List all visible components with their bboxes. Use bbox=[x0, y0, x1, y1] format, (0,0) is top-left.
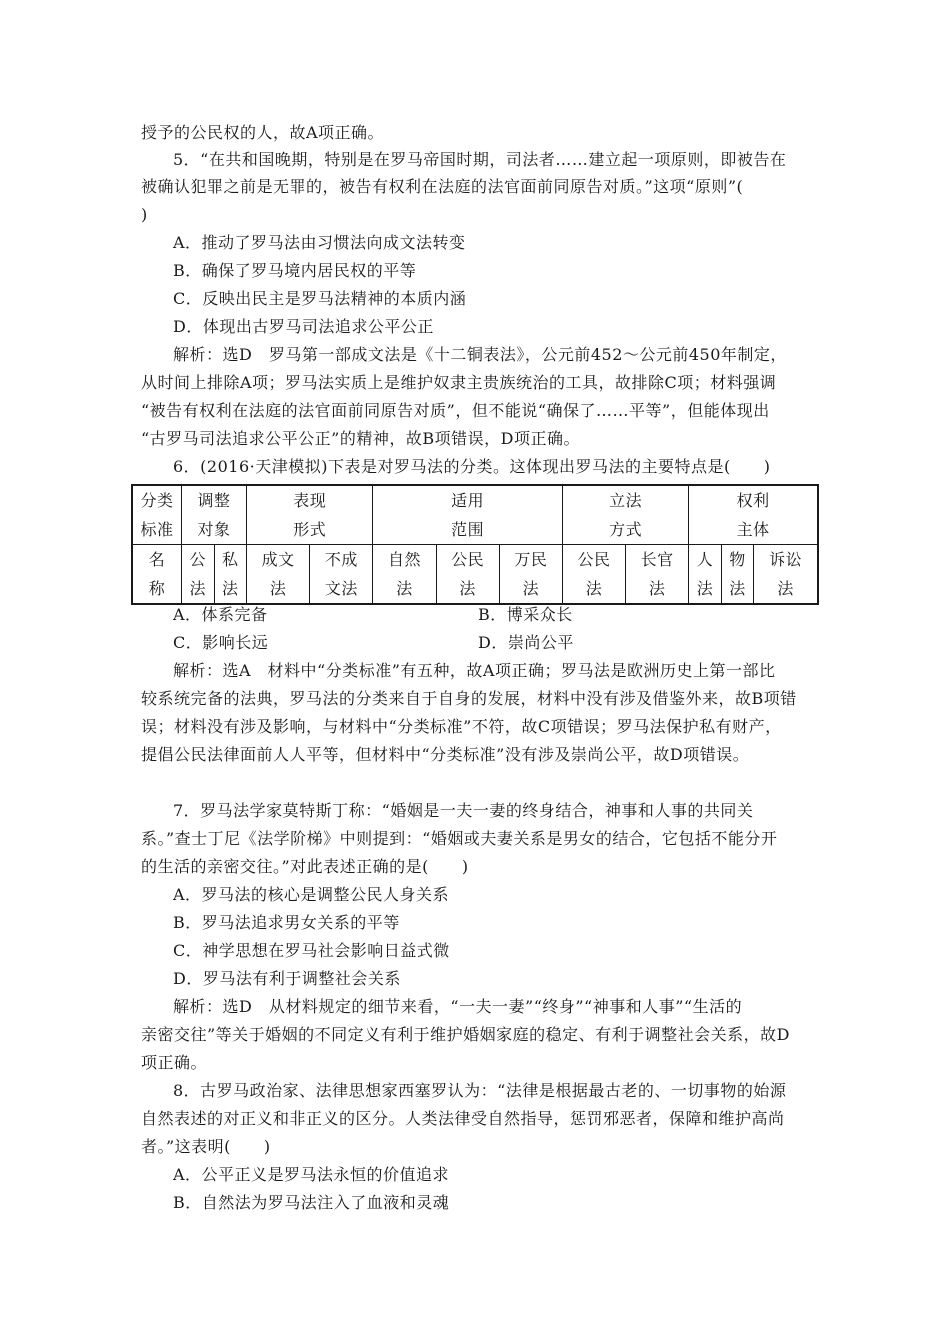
table-name-row bbox=[132, 545, 818, 605]
table-cell: 公民 法 bbox=[562, 545, 625, 605]
table-header-cell: 适用 范围 bbox=[373, 485, 563, 545]
option-b: B．罗马法追求男女关系的平等 bbox=[173, 913, 400, 932]
text-line: 亲密交往”等关于婚姻的不同定义有利于维护婚姻家庭的稳定、有利于调整社会关系，故D bbox=[141, 1025, 791, 1044]
text-line: 从时间上排除A项；罗马法实质上是维护奴隶主贵族统治的工具，故排除C项；材料强调 bbox=[141, 373, 777, 392]
option-b: B．自然法为罗马法注入了血液和灵魂 bbox=[173, 1193, 450, 1212]
option-a: A．公平正义是罗马法永恒的价值追求 bbox=[173, 1165, 450, 1184]
text-line: 较系统完备的法典，罗马法的分类来自于自身的发展，材料中没有涉及借鉴外来，故B项错 bbox=[141, 689, 797, 708]
table-name-label: 名 称 bbox=[132, 545, 182, 605]
table-cell: 私 法 bbox=[214, 545, 247, 605]
text-line: 项正确。 bbox=[141, 1053, 208, 1072]
table-cell: 成文 法 bbox=[247, 545, 310, 605]
question-8-stem: 8．古罗马政治家、法律思想家西塞罗认为：“法律是根据最古老的、一切事物的始源 bbox=[173, 1081, 787, 1100]
option-c: C．神学思想在罗马社会影响日益式微 bbox=[173, 941, 450, 960]
table-cell: 自然 法 bbox=[373, 545, 436, 605]
text-line: 自然表述的对正义和非正义的区分。人类法律受自然指导，惩罚邪恶者，保障和维护高尚 bbox=[141, 1109, 785, 1128]
question-7-stem: 7．罗马法学家莫特斯丁称：“婚姻是一夫一妻的终身结合，神事和人事的共同关 bbox=[173, 801, 754, 820]
option-c: C．影响长远 bbox=[173, 633, 269, 652]
text-line: 提倡公民法律面前人人平等，但材料中“分类标准”没有涉及崇尚公平，故D项错误。 bbox=[141, 745, 750, 764]
option-d: D．崇尚公平 bbox=[478, 633, 574, 652]
table-cell: 诉讼 法 bbox=[754, 545, 818, 605]
text-line: 者。”这表明( ) bbox=[141, 1137, 271, 1156]
question-5-stem: 5．“在共和国晚期，特别是在罗马帝国时期，司法者……建立起一项原则，即被告在 bbox=[173, 150, 787, 169]
option-a: A．罗马法的核心是调整公民人身关系 bbox=[173, 885, 450, 904]
question-6-stem: 6．(2016·天津模拟)下表是对罗马法的分类。这体现出罗马法的主要特点是( ) bbox=[173, 457, 771, 476]
table-cell: 物 法 bbox=[721, 545, 754, 605]
analysis-7: 解析：选D 从材料规定的细节来看，“一夫一妻”“终身”“神事和人事”“生活的 bbox=[173, 997, 743, 1016]
option-b: B．确保了罗马境内居民权的平等 bbox=[173, 261, 417, 280]
text-line: ) bbox=[141, 205, 148, 224]
text-line: 误；材料没有涉及影响，与材料中“分类标准”不符，故C项错误；罗马法保护私有财产， bbox=[141, 717, 782, 736]
option-a: A．体系完备 bbox=[173, 605, 268, 624]
table-cell: 长官 法 bbox=[626, 545, 689, 605]
table-header-cell: 表现 形式 bbox=[247, 485, 373, 545]
analysis-5: 解析：选D 罗马第一部成文法是《十二铜表法》，公元前452～公元前450年制定， bbox=[173, 345, 787, 364]
text-line: 授予的公民权的人，故A项正确。 bbox=[141, 123, 385, 142]
option-b: B．博采众长 bbox=[478, 605, 573, 624]
option-c: C．反映出民主是罗马法精神的本质内涵 bbox=[173, 289, 467, 308]
table-cell: 万民 法 bbox=[499, 545, 562, 605]
table-header-cell: 调整 对象 bbox=[182, 485, 247, 545]
table-cell: 公民 法 bbox=[436, 545, 499, 605]
table-cell: 不成 文法 bbox=[310, 545, 373, 605]
text-line: 的生活的亲密交往。”对此表述正确的是( ) bbox=[141, 857, 469, 876]
text-line: “古罗马司法追求公平公正”的精神，故B项错误，D项正确。 bbox=[141, 429, 580, 448]
text-line: 被确认犯罪之前是无罪的，被告有权利在法庭的法官面前同原告对质。”这项“原则”( bbox=[141, 177, 744, 196]
table-cell: 公 法 bbox=[182, 545, 215, 605]
text-line: 系。”查士丁尼《法学阶梯》中则提到：“婚姻或夫妻关系是男女的结合，它包括不能分开 bbox=[141, 829, 778, 848]
option-d: D．体现出古罗马司法追求公平公正 bbox=[173, 317, 434, 336]
table-header-row bbox=[132, 485, 818, 545]
option-d: D．罗马法有利于调整社会关系 bbox=[173, 969, 401, 988]
analysis-6: 解析：选A 材料中“分类标准”有五种，故A项正确；罗马法是欧洲历史上第一部比 bbox=[173, 661, 776, 680]
table-cell: 人 法 bbox=[689, 545, 722, 605]
table-header-cell: 立法 方式 bbox=[562, 485, 688, 545]
table-header-label: 分类 标准 bbox=[132, 485, 182, 545]
table-header-cell: 权利 主体 bbox=[689, 485, 818, 545]
text-line: “被告有权利在法庭的法官面前同原告对质”，但不能说“确保了……平等”，但能体现出 bbox=[141, 401, 770, 420]
option-a: A．推动了罗马法由习惯法向成文法转变 bbox=[173, 233, 466, 252]
classification-table bbox=[131, 484, 819, 605]
